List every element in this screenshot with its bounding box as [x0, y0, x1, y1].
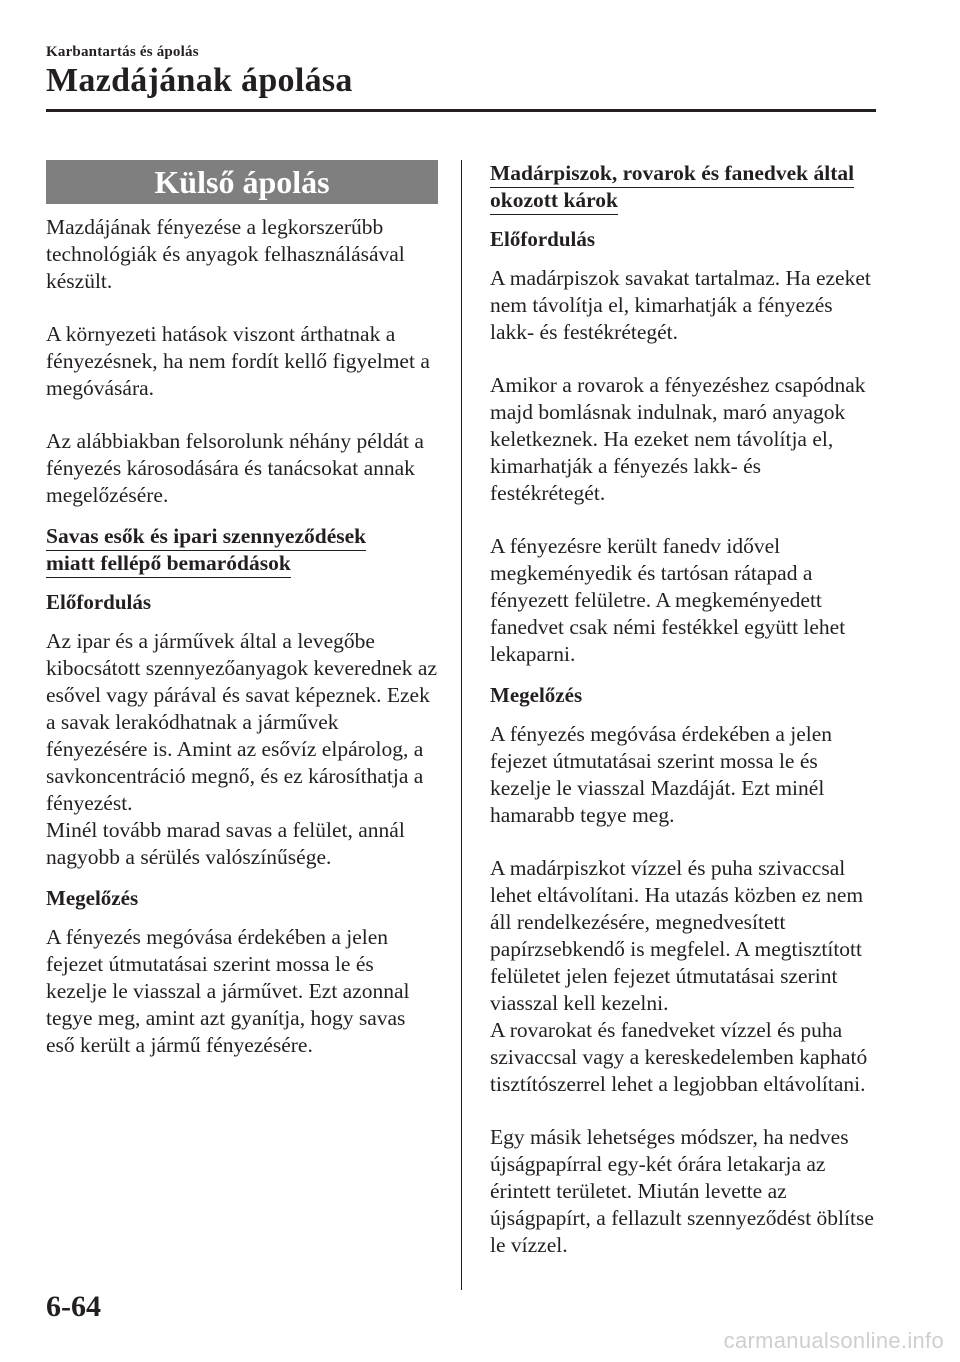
- page-title: Mazdájának ápolása: [46, 62, 353, 99]
- acid-prevention-label: Megelőzés: [46, 886, 139, 910]
- header-divider: [46, 109, 876, 112]
- right-column: [490, 154, 880, 1273]
- left-column: [46, 160, 438, 1073]
- bird-occurrence-label: Előfordulás: [490, 227, 596, 251]
- bird-prevention-paragraph-2: A madárpiszkot vízzel és puha szivaccsal lehet eltávolítani. Ha utazás közben ez nem áll rendelkezésére, megnedvesített papírzsebkendő is megfelel. A megtisztított felületet jelen fejezet útmutatásai szerint viasszal kell kezelni.: [490, 856, 864, 1015]
- bird-occurrence-paragraph-3: A fényezésre került fanedv idővel megkeményedik és tartósan rátapad a fényezett felületre. A megkeményedett fanedvet csak némi festékkel együtt lehet lekaparni.: [490, 534, 846, 666]
- bird-prevention-paragraph-4: Egy másik lehetséges módszer, ha nedves újságpapírral egy-két órára letakarja az érintett területet. Miután levette az újságpapírt, a fellazult szennyeződést öblítse le vízzel.: [490, 1125, 874, 1257]
- acid-rain-heading-line2: miatt fellépő bemaródások: [46, 551, 291, 578]
- acid-occurrence-text-1: Az ipar és a járművek által a levegőbe kibocsátott szennyezőanyagok keverednek az esővel vagy párával és savat képeznek. Ezek a savak lerakódhatnak a járművek fényezésére is. Amint az esővíz elpárolog, a savkoncentráció megnő, és ez károsíthatja a fényezést.: [46, 629, 438, 815]
- bird-occurrence-paragraph-2: Amikor a rovarok a fényezéshez csapódnak majd bomlásnak indulnak, maró anyagok keletkeznek. Ha ezeket nem távolítja el, kimarhatják a fényezés lakk- és festékrétegét.: [490, 373, 866, 505]
- acid-occurrence-label: Előfordulás: [46, 590, 152, 614]
- page-number: 6-64: [46, 1290, 101, 1323]
- bird-prevention-label: Megelőzés: [490, 683, 583, 707]
- acid-rain-heading: [46, 523, 438, 577]
- acid-prevention-text: A fényezés megóvása érdekében a jelen fejezet útmutatásai szerint mossa le és kezelje le viasszal a járművet. Ezt azonnal tegye meg, amint azt gyanítja, hogy savas eső került a jármű fényezésére.: [46, 925, 410, 1057]
- bird-heading-line2: okozott károk: [490, 188, 618, 215]
- bird-prevention-paragraph-3: A rovarokat és fanedveket vízzel és puha szivaccsal vagy a kereskedelemben kapható tisztítószerrel lehet a legjobban eltávolítani.: [490, 1018, 868, 1096]
- intro-paragraph-3: Az alábbiakban felsorolunk néhány példát a fényezés károsodására és tanácsokat annak megelőzésére.: [46, 429, 424, 507]
- bird-insect-sap-heading: [490, 160, 880, 214]
- acid-occurrence-text-2: Minél tovább marad savas a felület, annál nagyobb a sérülés valószínűsége.: [46, 818, 405, 869]
- watermark: carmanualsonline.info: [723, 1328, 944, 1353]
- column-divider: [461, 160, 462, 1290]
- bird-heading-line1: Madárpiszok, rovarok és fanedvek által: [490, 161, 854, 188]
- intro-paragraph-2: A környezeti hatások viszont árthatnak a fényezésnek, ha nem fordít kellő figyelmet a megóvására.: [46, 322, 430, 400]
- intro-paragraph-1: Mazdájának fényezése a legkorszerűbb technológiák és anyagok felhasználásával készült.: [46, 215, 405, 293]
- bird-prevention-paragraph-1: A fényezés megóvása érdekében a jelen fejezet útmutatásai szerint mossa le és kezelje le viasszal Mazdáját. Ezt minél hamarabb tegye meg.: [490, 722, 833, 827]
- section-title-banner: Külső ápolás: [46, 160, 438, 204]
- bird-occurrence-paragraph-1: A madárpiszok savakat tartalmaz. Ha ezeket nem távolítja el, kimarhatják a fényezés lakk- és festékrétegét.: [490, 266, 871, 344]
- acid-rain-heading-line1: Savas esők és ipari szennyeződések: [46, 524, 366, 551]
- chapter-label: Karbantartás és ápolás: [46, 44, 199, 60]
